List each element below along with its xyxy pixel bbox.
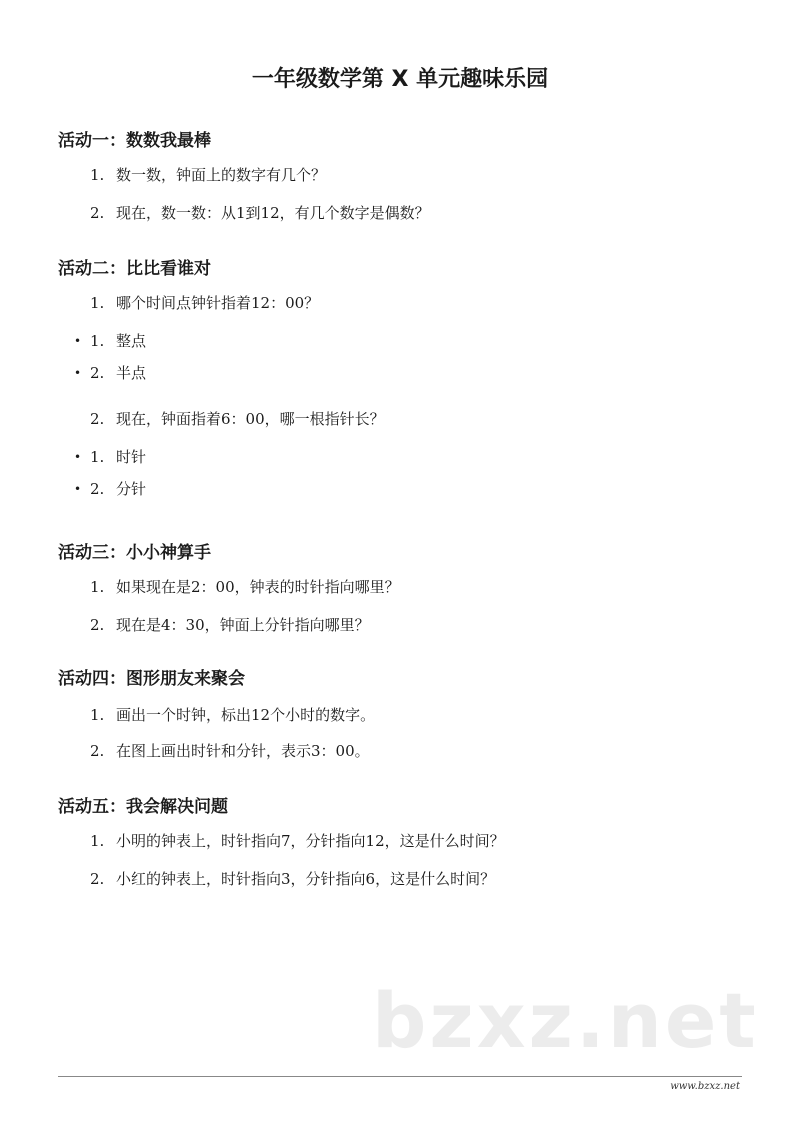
- activity-1-heading: 活动一：数数我最棒: [58, 131, 211, 151]
- activity-2-q1-option-2: [74, 362, 146, 383]
- activity-1-question-2: [90, 202, 430, 223]
- bullet-icon: •: [74, 334, 82, 348]
- activity-3-question-1: [90, 576, 400, 597]
- question-text: 哪个时间点钟针指着12：00？: [116, 294, 320, 312]
- question-number: 1.: [90, 166, 105, 184]
- question-text: 现在是4：30，钟面上分针指向哪里？: [116, 616, 370, 634]
- bullet-icon: •: [74, 482, 82, 496]
- bullet-icon: •: [74, 366, 82, 380]
- activity-4-heading: 活动四：图形朋友来聚会: [58, 669, 245, 689]
- activity-3-question-2: [90, 614, 370, 635]
- activity-5-question-1: [90, 830, 505, 851]
- question-number: 2.: [90, 616, 105, 634]
- page-title: 一年级数学第 X 单元趣味乐园: [251, 67, 549, 92]
- question-number: 2.: [90, 742, 105, 760]
- activity-5-question-2: [90, 868, 495, 889]
- activity-2-question-2: [90, 408, 385, 429]
- question-number: 1.: [90, 578, 105, 596]
- question-text: 小红的钟表上，时针指向3，分针指向6，这是什么时间？: [116, 870, 496, 888]
- activity-3-heading: 活动三：小小神算手: [58, 543, 211, 563]
- activity-2-heading: 活动二：比比看谁对: [58, 259, 211, 279]
- question-number: 2.: [90, 204, 105, 222]
- activity-2-question-1: [90, 292, 319, 313]
- activity-4-question-1: [90, 704, 375, 725]
- option-text: 分针: [116, 480, 147, 498]
- activity-5-heading: 活动五：我会解决问题: [58, 797, 228, 817]
- question-text: 现在，钟面指着6：00，哪一根指针长？: [116, 410, 385, 428]
- option-number: 1.: [90, 332, 105, 350]
- question-number: 1.: [90, 294, 105, 312]
- option-number: 1.: [90, 448, 105, 466]
- footer-url: www.bzxz.net: [670, 1081, 740, 1092]
- activity-1-question-1: [90, 164, 326, 185]
- activity-4-question-2: [90, 740, 370, 761]
- option-text: 半点: [116, 364, 147, 382]
- question-number: 1.: [90, 706, 105, 724]
- footer-divider: [58, 1076, 742, 1077]
- question-text: 数一数，钟面上的数字有几个？: [116, 166, 327, 184]
- activity-2-q2-option-1: [74, 446, 146, 467]
- activity-2-q2-option-2: [74, 478, 146, 499]
- option-number: 2.: [90, 480, 105, 498]
- question-number: 2.: [90, 870, 105, 888]
- activity-2-q1-option-1: [74, 330, 146, 351]
- question-text: 在图上画出时针和分针，表示3：00。: [116, 742, 370, 760]
- question-text: 小明的钟表上，时针指向7，分针指向12，这是什么时间？: [116, 832, 505, 850]
- question-number: 2.: [90, 410, 105, 428]
- option-text: 整点: [116, 332, 147, 350]
- option-text: 时针: [116, 448, 147, 466]
- option-number: 2.: [90, 364, 105, 382]
- question-text: 如果现在是2：00，钟表的时针指向哪里？: [116, 578, 400, 596]
- bullet-icon: •: [74, 450, 82, 464]
- watermark-logo: bzxz.net: [372, 976, 759, 1065]
- question-text: 现在，数一数：从1到12，有几个数字是偶数？: [116, 204, 430, 222]
- question-number: 1.: [90, 832, 105, 850]
- question-text: 画出一个时钟，标出12个小时的数字。: [116, 706, 376, 724]
